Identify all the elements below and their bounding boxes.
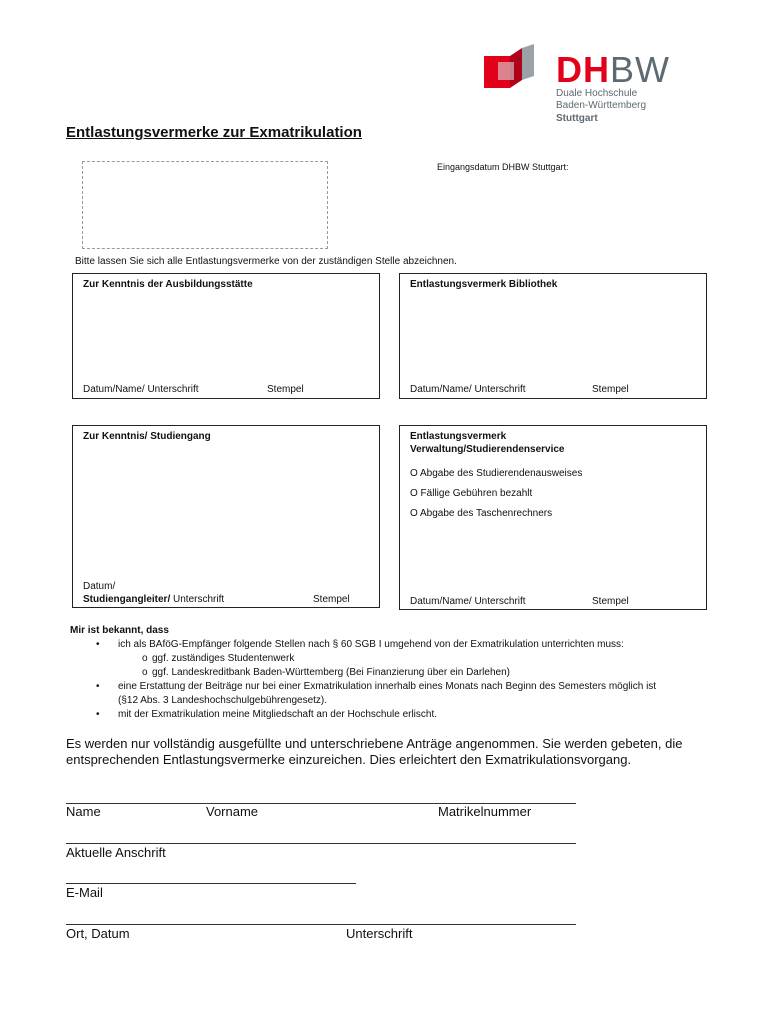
notice-bullet-1: • ich als BAföG-Empfänger folgende Stellen nach § 60 SGB I umgehend von der Exmatrikulation unterrichten muss:	[96, 639, 624, 650]
notice-sub-2: o ggf. Landeskreditbank Baden-Württemberg (Bei Finanzierung über ein Darlehen)	[142, 667, 510, 678]
eingangsdatum-label: Eingangsdatum DHBW Stuttgart:	[437, 162, 569, 172]
logo-subtitle-1: Duale Hochschule	[556, 88, 638, 99]
notice-bullet-3: • mit der Exmatrikulation meine Mitgliedschaft an der Hochschule erlischt.	[96, 709, 438, 720]
receipt-stamp-area[interactable]	[82, 161, 328, 249]
box-bibliothek[interactable]	[399, 273, 707, 399]
notice-bullet-2: • eine Erstattung der Beiträge nur bei einer Exmatrikulation innerhalb eines Monats nach Beginn des Semesters möglich ist	[96, 681, 657, 692]
final-notice	[66, 736, 682, 768]
label-name: Name	[66, 804, 101, 819]
box-label-verwaltung-2: Verwaltung/Studierendenservice	[410, 444, 565, 455]
stamp-label-studiengang: Stempel	[313, 594, 350, 605]
option-taschenrechner[interactable]: O Abgabe des Taschenrechners	[410, 508, 553, 519]
ort-datum-line[interactable]	[66, 924, 576, 925]
label-vorname: Vorname	[206, 804, 259, 819]
final-notice-line1: Es werden nur vollständig ausgefüllte und unterschriebene Anträge angenommen. Sie werden gebeten, die	[66, 736, 683, 751]
stamp-label-bibliothek: Stempel	[592, 384, 629, 395]
box-label-verwaltung-1: Entlastungsvermerk	[410, 431, 507, 442]
instruction-text: Bitte lassen Sie sich alle Entlastungsvermerke von der zuständigen Stelle abzeichnen.	[75, 256, 457, 267]
logo-subtitle-2: Baden-Württemberg	[556, 100, 647, 111]
dhbw-logo-text	[556, 49, 670, 125]
label-ort-datum: Ort, Datum	[66, 926, 130, 941]
dhbw-logo-mark	[484, 44, 550, 100]
box-studiengang[interactable]	[72, 425, 380, 608]
label-unterschrift: Unterschrift	[346, 926, 413, 941]
sign-label-studiengang-2: Studiengangleiter/ Unterschrift	[83, 594, 225, 605]
notice-list	[70, 624, 657, 722]
box-ausbildungsstaette[interactable]	[72, 273, 380, 399]
sign-label-ausbildung: Datum/Name/ Unterschrift	[83, 384, 199, 395]
label-anschrift: Aktuelle Anschrift	[66, 845, 166, 860]
box-label-bibliothek: Entlastungsvermerk Bibliothek	[410, 279, 558, 290]
logo-city: Stuttgart	[556, 113, 598, 124]
label-matrikelnummer: Matrikelnummer	[438, 804, 532, 819]
label-email: E-Mail	[66, 885, 103, 900]
sign-label-verwaltung: Datum/Name/ Unterschrift	[410, 596, 526, 607]
logo-bw: BW	[610, 49, 670, 90]
box-label-ausbildung: Zur Kenntnis der Ausbildungsstätte	[83, 279, 253, 290]
anschrift-line[interactable]	[66, 843, 576, 844]
box-label-studiengang: Zur Kenntnis/ Studiengang	[83, 431, 211, 442]
final-notice-line2: entsprechenden Entlastungsvermerke einzureichen. Dies erleichtert den Exmatrikulationsvorgang.	[66, 752, 632, 767]
stamp-label-ausbildung: Stempel	[267, 384, 304, 395]
notice-bullet-2-cont: (§12 Abs. 3 Landeshochschulgebührengesetz).	[118, 695, 328, 706]
sign-label-bibliothek: Datum/Name/ Unterschrift	[410, 384, 526, 395]
email-line[interactable]	[66, 883, 356, 884]
stamp-label-verwaltung: Stempel	[592, 596, 629, 607]
notice-heading: Mir ist bekannt, dass	[70, 625, 169, 636]
notice-sub-1: o ggf. zuständiges Studentenwerk	[142, 653, 295, 664]
logo-dh: DH	[556, 49, 610, 90]
sign-label-studiengang-1: Datum/	[83, 581, 116, 592]
option-studierendenausweis[interactable]: O Abgabe des Studierendenausweises	[410, 468, 583, 479]
page-title: Entlastungsvermerke zur Exmatrikulation	[66, 124, 362, 141]
box-verwaltung[interactable]	[399, 425, 707, 610]
option-gebuehren[interactable]: O Fällige Gebühren bezahlt	[410, 488, 533, 499]
